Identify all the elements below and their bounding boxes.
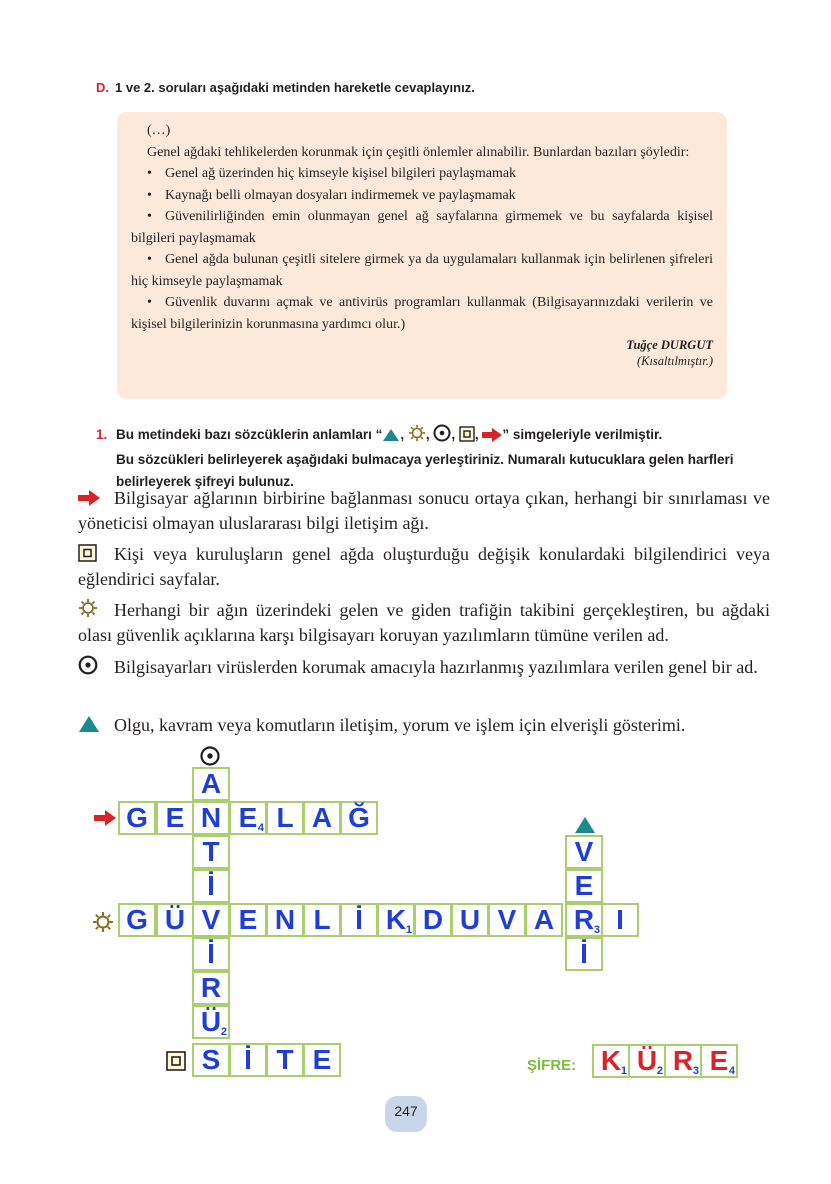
puzzle-cell[interactable]: G xyxy=(118,801,156,835)
target-icon xyxy=(433,424,451,449)
passage-ellipsis: (…) xyxy=(147,123,171,138)
section-letter: D. xyxy=(96,80,109,95)
arrow-icon xyxy=(482,427,502,449)
question-1: 1. Bu metindeki bazı sözcüklerin anlamları “ , , , , ” simgeleriyle verilmiştir. Bu sözcükleri belirleyerek aşağıdaki bulmacaya yerleştiriniz. Numaralı kutucuklara gelen harfleri belirleyerek şifreyi bulunuz. xyxy=(96,424,736,493)
puzzle-cell[interactable]: N xyxy=(192,801,230,835)
clue-antivirus: Bilgisayarları virüslerden korumak amacıyla hazırlanmış yazılımlara verilen genel bir ad. xyxy=(78,655,770,680)
passage-bullet: • Kaynağı belli olmayan dosyaları indirmemek ve paylaşmamak xyxy=(147,187,516,203)
puzzle-cell[interactable]: E xyxy=(303,1043,341,1077)
passage-bullet: • Genel ağda bulunan çeşitli sitelere girmek ya da uygulamaları kullanmak için belirlenen şifreleri hiç kimseyle paylaşmamak xyxy=(131,252,713,289)
puzzle-cell[interactable]: A xyxy=(303,801,341,835)
clue-genel-ag: Bilgisayar ağlarının birbirine bağlanması sonucu ortaya çıkan, herhangi bir sınırlaması ve yöneticisi olmayan uluslararası bilgi iletişim ağı. xyxy=(78,488,770,533)
square-icon xyxy=(459,426,475,449)
puzzle-cell[interactable]: V xyxy=(192,903,230,937)
puzzle-cell[interactable]: A xyxy=(525,903,563,937)
square-icon xyxy=(78,544,100,562)
puzzle-cell-numbered[interactable]: K 1 xyxy=(377,903,415,937)
puzzle-cell[interactable]: S xyxy=(192,1043,230,1077)
password-cell[interactable]: Ü 2 xyxy=(628,1044,666,1078)
puzzle-cell[interactable]: İ xyxy=(340,903,378,937)
clue-guvenlik-duvari: Herhangi bir ağın üzerindeki gelen ve giden trafiğin takibini gerçekleştiren, bu ağdaki olası güvenlik açıklarına karşı bilgisayarı koruyan yazılımların tümüne verilen ad. xyxy=(78,600,770,645)
reading-passage xyxy=(117,112,727,399)
puzzle-cell[interactable]: I xyxy=(601,903,639,937)
puzzle-cell[interactable]: İ xyxy=(565,937,603,971)
passage-bullet: • Güvenilirliğinden emin olunmayan genel ağ sayfalarına girmemek ve bu sayfalarda kişisel bilgileri paylaşmamak xyxy=(131,209,713,246)
sun-icon xyxy=(78,598,100,616)
question-number: 1. xyxy=(96,427,108,442)
triangle-icon xyxy=(78,715,100,733)
sun-icon xyxy=(92,911,114,938)
passage-intro: Genel ağdaki tehlikelerden korunmak için çeşitli önlemler alınabilir. Bunlardan bazıları şöyledir: xyxy=(147,144,690,160)
page-number: 247 xyxy=(385,1096,427,1132)
passage-bullet: • Güvenlik duvarını açmak ve antivirüs programları kullanmak (Bilgisayarınızdaki verilerin ve kişisel bilgilerinizin korunmasına yardımcı olur.) xyxy=(131,295,713,332)
puzzle-cell[interactable]: Ğ xyxy=(340,801,378,835)
passage-bullet: • Genel ağ üzerinden hiç kimseyle kişisel bilgileri paylaşmamak xyxy=(147,166,517,181)
puzzle-cell-numbered[interactable]: E 4 xyxy=(229,801,267,835)
triangle-icon xyxy=(382,427,400,449)
puzzle-cell[interactable]: L xyxy=(303,903,341,937)
puzzle-cell[interactable]: V xyxy=(488,903,526,937)
puzzle-cell[interactable]: İ xyxy=(192,869,230,903)
password-label: ŞİFRE: xyxy=(527,1057,577,1074)
puzzle-cell[interactable]: Ü xyxy=(156,903,194,937)
section-instruction xyxy=(96,80,475,95)
puzzle-cell[interactable]: E xyxy=(229,903,267,937)
question-instruction: Bu sözcükleri belirleyerek aşağıdaki bulmacaya yerleştiriniz. Numaralı kutucuklara gelen harfleri belirleyerek şifreyi bulunuz. xyxy=(116,452,734,489)
sun-icon xyxy=(408,424,426,449)
password-cell[interactable]: K 1 xyxy=(592,1044,630,1078)
password-cell[interactable]: R 3 xyxy=(664,1044,702,1078)
puzzle-cell-numbered[interactable]: Ü 2 xyxy=(192,1005,230,1039)
puzzle-cell[interactable]: N xyxy=(266,903,304,937)
puzzle-cell[interactable]: T xyxy=(192,835,230,869)
square-icon xyxy=(166,1051,186,1076)
puzzle-cell[interactable]: R xyxy=(192,971,230,1005)
puzzle-cell[interactable]: İ xyxy=(229,1043,267,1077)
password-cell[interactable]: E 4 xyxy=(700,1044,738,1078)
clue-site: Kişi veya kuruluşların genel ağda oluşturduğu değişik konulardaki bilgilendirici veya eğlendirici sayfalar. xyxy=(78,544,770,589)
puzzle-cell[interactable]: G xyxy=(118,903,156,937)
puzzle-cell[interactable]: D xyxy=(414,903,452,937)
puzzle-cell[interactable]: E xyxy=(156,801,194,835)
arrow-icon xyxy=(78,488,100,506)
passage-author: Tuğçe DURGUT xyxy=(626,338,713,352)
clue-veri: Olgu, kavram veya komutların iletişim, yorum ve işlem için elverişli gösterimi. xyxy=(78,713,770,738)
puzzle-cell[interactable]: İ xyxy=(192,937,230,971)
puzzle-cell[interactable]: L xyxy=(266,801,304,835)
target-icon xyxy=(78,655,100,673)
arrow-icon xyxy=(94,810,116,831)
puzzle-cell[interactable]: A xyxy=(192,767,230,801)
puzzle-cell[interactable]: U xyxy=(451,903,489,937)
puzzle-cell-numbered[interactable]: R 3 xyxy=(565,903,603,937)
puzzle-cell[interactable]: V xyxy=(565,835,603,869)
puzzle-cell[interactable]: T xyxy=(266,1043,304,1077)
puzzle-cell[interactable]: E xyxy=(565,869,603,903)
passage-note: (Kısaltılmıştır.) xyxy=(636,354,713,368)
section-text: 1 ve 2. soruları aşağıdaki metinden hareketle cevaplayınız. xyxy=(115,80,475,95)
